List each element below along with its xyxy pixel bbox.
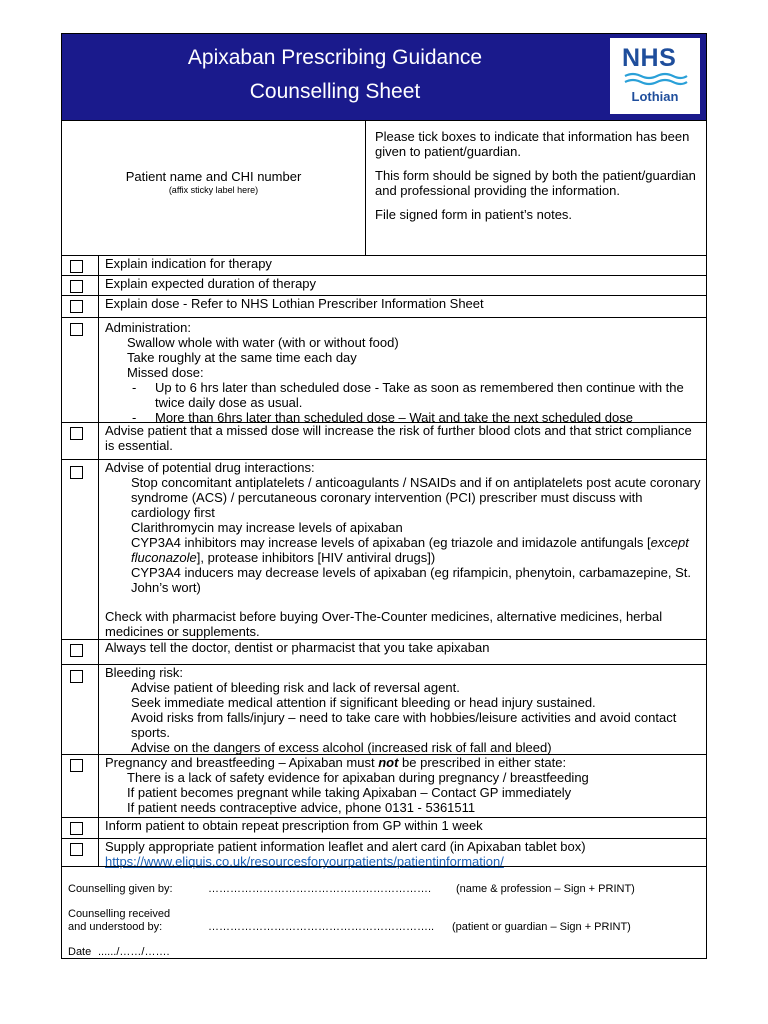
header-banner (62, 34, 706, 121)
row-line: CYP3A4 inhibitors may increase levels of apixaban (eg triazole and imidazole antifungals [except fluconazole], protease inhibitors [HIV antiviral drugs]) (131, 535, 689, 565)
instruction-text: This form should be signed by both the patient/guardian and professional providing the information. (375, 168, 696, 198)
counselling-given-sign-line[interactable]: ……………………………………………………. (208, 883, 432, 895)
date-field[interactable]: ....../……/……. (98, 946, 170, 958)
row-text (105, 320, 702, 425)
row-text: Explain expected duration of therapy (105, 276, 317, 291)
checkbox[interactable] (70, 759, 83, 772)
checkbox[interactable] (70, 843, 83, 856)
page-title: Apixaban Prescribing Guidance (187, 46, 483, 69)
checkbox[interactable] (70, 644, 83, 657)
row-line: Advise patient of bleeding risk and lack of reversal agent. (131, 680, 460, 695)
counselling-sheet (61, 33, 707, 959)
lothian-logo-text: Lothian (631, 89, 679, 104)
checkbox[interactable] (70, 280, 83, 293)
row-text: Always tell the doctor, dentist or pharmacist that you take apixaban (105, 640, 490, 655)
checklist-row-drug-interactions (62, 459, 706, 639)
divider (365, 121, 366, 255)
row-line: Advise on the dangers of excess alcohol (increased risk of fall and bleed) (131, 740, 552, 755)
dash-bullet: - (132, 380, 137, 395)
patient-hint: (affix sticky label here) (168, 185, 259, 195)
row-line: Seek immediate medical attention if significant bleeding or head injury sustained. (131, 695, 596, 710)
row-title: Pregnancy and breastfeeding – Apixaban must not be prescribed in either state: (105, 755, 567, 770)
checklist-row-bleeding-risk (62, 664, 706, 754)
instruction-text: Please tick boxes to indicate that information has been given to patient/guardian. (375, 129, 690, 159)
form-instructions (375, 129, 700, 231)
checkbox[interactable] (70, 323, 83, 336)
checklist-row-pregnancy (62, 754, 706, 817)
row-title: Advise of potential drug interactions: (105, 460, 315, 475)
row-line: Check with pharmacist before buying Over-The-Counter medicines, alternative medicines, herbal medicines or supplements. (105, 609, 663, 639)
row-text (105, 839, 702, 869)
counselling-given-note: (name & profession – Sign + PRINT) (456, 883, 635, 895)
patient-info-box (62, 121, 706, 255)
row-text: Advise patient that a missed dose will increase the risk of further blood clots and that strict compliance is essential. (105, 423, 692, 453)
checklist-row-dose (62, 295, 706, 317)
row-text: Inform patient to obtain repeat prescription from GP within 1 week (105, 818, 483, 833)
signature-section (62, 866, 706, 959)
checkbox[interactable] (70, 427, 83, 440)
row-line: There is a lack of safety evidence for apixaban during pregnancy / breastfeeding (127, 770, 589, 785)
row-title: Administration: (105, 320, 191, 335)
date-label: Date (68, 946, 92, 958)
waves-icon (623, 71, 689, 87)
row-line: Take roughly at the same time each day (127, 350, 357, 365)
checkbox[interactable] (70, 466, 83, 479)
checklist-row-leaflet (62, 838, 706, 869)
row-text: Explain indication for therapy (105, 256, 272, 271)
nhs-logo-text: NHS (622, 44, 677, 72)
row-text (105, 460, 702, 639)
checkbox[interactable] (70, 260, 83, 273)
row-line: If patient becomes pregnant while taking Apixaban – Contact GP immediately (127, 785, 572, 800)
row-text (105, 755, 702, 815)
eliquis-link[interactable]: https://www.eliquis.co.uk/resourcesforyourpatients/patientinformation/ (105, 854, 504, 869)
row-line: Supply appropriate patient information leaflet and alert card (in Apixaban tablet box) (105, 839, 586, 854)
checkbox[interactable] (70, 822, 83, 835)
instruction-text: File signed form in patient’s notes. (375, 207, 573, 222)
checklist-row-tell-doctor (62, 639, 706, 664)
checkbox[interactable] (70, 670, 83, 683)
row-line: Clarithromycin may increase levels of apixaban (131, 520, 403, 535)
checklist-row-missed-dose-risk (62, 422, 706, 459)
counselling-received-note: (patient or guardian – Sign + PRINT) (452, 921, 631, 933)
row-title: Bleeding risk: (105, 665, 184, 680)
counselling-given-label: Counselling given by: (68, 883, 173, 895)
row-line: CYP3A4 inducers may decrease levels of apixaban (eg rifampicin, phenytoin, carbamazepine, St. John’s wort) (131, 565, 692, 595)
dash-bullet: - (132, 410, 137, 425)
row-line: Up to 6 hrs later than scheduled dose - Take as soon as remembered then continue with the twice daily dose as usual. (155, 380, 684, 410)
counselling-received-label-2: and understood by: (68, 921, 163, 933)
checkbox[interactable] (70, 300, 83, 313)
row-line: Stop concomitant antiplatelets / anticoagulants / NSAIDs and if on antiplatelets post acute coronary syndrome (ACS) / percutaneous coronary intervention (PCI) prescriber must discuss with cardiology first (131, 475, 701, 520)
checklist-row-duration (62, 275, 706, 295)
row-line: More than 6hrs later than scheduled dose – Wait and take the next scheduled dose (155, 410, 633, 425)
row-line: Missed dose: (127, 365, 204, 380)
checklist-row-administration (62, 317, 706, 425)
row-line: Swallow whole with water (with or without food) (127, 335, 399, 350)
page-subtitle: Counselling Sheet (249, 80, 421, 103)
row-text (105, 665, 702, 755)
nhs-lothian-logo (610, 38, 700, 114)
patient-label: Patient name and CHI number (125, 169, 302, 184)
counselling-received-label: Counselling received (68, 908, 171, 920)
row-line: If patient needs contraceptive advice, phone 0131 - 5361511 (127, 800, 476, 815)
row-line: Avoid risks from falls/injury – need to take care with hobbies/leisure activities and avoid contact sports. (131, 710, 677, 740)
checklist-row-indication (62, 255, 706, 275)
counselling-received-sign-line[interactable]: …………………………………………………….. (208, 921, 435, 933)
patient-label-area[interactable] (62, 121, 365, 255)
row-text: Explain dose - Refer to NHS Lothian Prescriber Information Sheet (105, 296, 484, 311)
checklist-row-repeat-prescription (62, 817, 706, 838)
